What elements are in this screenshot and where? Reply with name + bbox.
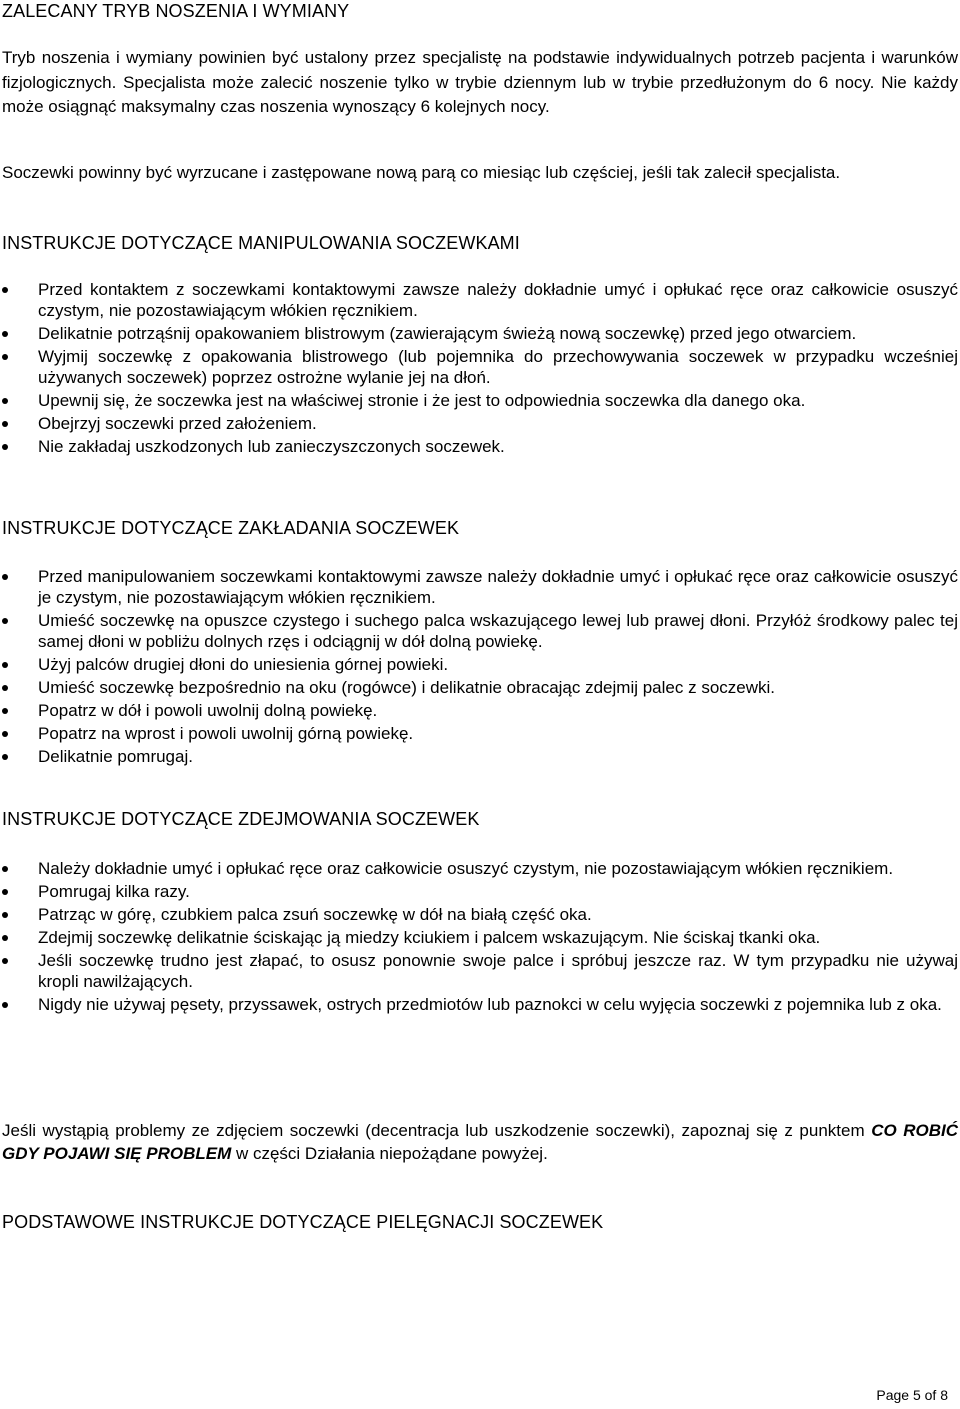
- bullet-icon: [2, 662, 8, 668]
- list-item: Pomrugaj kilka razy.: [2, 881, 958, 902]
- bullet-icon: [2, 866, 8, 872]
- wear-paragraph-1: Tryb noszenia i wymiany powinien być ustalony przez specjalistę na podstawie indywidualnych potrzeb pacjenta i warunków fizjologicznych. Specjalista może zalecić noszenie tylko w trybie dziennym lub w trybie przedłużonym do 6 nocy. Nie każdy może osiągnąć maksymalny czas noszenia wynoszący 6 kolejnych nocy.: [2, 48, 958, 116]
- wear-paragraph-2: Soczewki powinny być wyrzucane i zastępowane nową parą co miesiąc lub częściej, jeśli tak zalecił specjalista.: [2, 163, 841, 182]
- list-item: Obejrzyj soczewki przed założeniem.: [2, 413, 958, 434]
- bullet-icon: [2, 889, 8, 895]
- list-item: Przed manipulowaniem soczewkami kontaktowymi zawsze należy dokładnie umyć i opłukać ręce oraz całkowicie osuszyć je czystym, nie pozostawiającym włókien ręcznikiem.: [2, 566, 958, 608]
- handling-list: [2, 279, 958, 457]
- list-item: Delikatnie pomrugaj.: [2, 746, 958, 767]
- list-item: Patrząc w górę, czubkiem palca zsuń soczewkę w dół na białą część oka.: [2, 904, 958, 925]
- section-title-insertion: INSTRUKCJE DOTYCZĄCE ZAKŁADANIA SOCZEWEK: [2, 518, 460, 538]
- list-item: Delikatnie potrząśnij opakowaniem blistrowym (zawierającym świeżą nową soczewkę) przed jego otwarciem.: [2, 323, 958, 344]
- bullet-icon: [2, 574, 8, 580]
- bullet-icon: [2, 331, 8, 337]
- list-item: Przed kontaktem z soczewkami kontaktowymi zawsze należy dokładnie umyć i opłukać ręce oraz całkowicie osuszyć czystym, nie pozostawiającym włókien ręcznikiem.: [2, 279, 958, 321]
- bullet-icon: [2, 731, 8, 737]
- bullet-icon: [2, 958, 8, 964]
- section-title-handling: INSTRUKCJE DOTYCZĄCE MANIPULOWANIA SOCZEWKAMI: [2, 233, 520, 253]
- bullet-icon: [2, 912, 8, 918]
- bullet-icon: [2, 708, 8, 714]
- list-item: Nie zakładaj uszkodzonych lub zanieczyszczonych soczewek.: [2, 436, 958, 457]
- bullet-icon: [2, 1002, 8, 1008]
- problem-reference: CO ROBIĆ GDY POJAWI SIĘ PROBLEM: [2, 1121, 959, 1163]
- list-item: Nigdy nie używaj pęsety, przyssawek, ostrych przedmiotów lub paznokci w celu wyjęcia soczewki z pojemnika lub z oka.: [2, 994, 958, 1015]
- list-item: Umieść soczewkę na opuszce czystego i suchego palca wskazującego lewej lub prawej dłoni. Przyłóż środkowy palec tej samej dłoni w pobliżu dolnych rzęs i odciągnij w dół dolną powiekę.: [2, 610, 958, 652]
- list-item: Popatrz na wprost i powoli uwolnij górną powiekę.: [2, 723, 958, 744]
- bullet-icon: [2, 444, 8, 450]
- bullet-icon: [2, 618, 8, 624]
- list-item: Użyj palców drugiej dłoni do uniesienia górnej powieki.: [2, 654, 958, 675]
- list-item: Popatrz w dół i powoli uwolnij dolną powiekę.: [2, 700, 958, 721]
- bullet-icon: [2, 754, 8, 760]
- list-item: Zdejmij soczewkę delikatnie ściskając ją miedzy kciukiem i palcem wskazującym. Nie ściskaj tkanki oka.: [2, 927, 958, 948]
- removal-note: Jeśli wystąpią problemy ze zdjęciem soczewki (decentracja lub uszkodzenie soczewki), zapoznaj się z punktem CO ROBIĆ GDY POJAWI SIĘ PROBLEM w części Działania niepożądane powyżej.: [2, 1121, 959, 1163]
- bullet-icon: [2, 685, 8, 691]
- removal-list: [2, 858, 958, 1015]
- list-item: Upewnij się, że soczewka jest na właściwej stronie i że jest to odpowiednia soczewka dla danego oka.: [2, 390, 958, 411]
- list-item: Jeśli soczewkę trudno jest złapać, to osusz ponownie swoje palce i spróbuj jeszcze raz. W tym przypadku nie używaj kropli nawilżających.: [2, 950, 958, 992]
- bullet-icon: [2, 398, 8, 404]
- list-item: Umieść soczewkę bezpośrednio na oku (rogówce) i delikatnie obracając zdejmij palec z soczewki.: [2, 677, 958, 698]
- bullet-icon: [2, 287, 8, 293]
- bullet-icon: [2, 354, 8, 360]
- list-item: Wyjmij soczewkę z opakowania blistrowego (lub pojemnika do przechowywania soczewek w przypadku wcześniej używanych soczewek) poprzez ostrożne wylanie jej na dłoń.: [2, 346, 958, 388]
- section-title-care: PODSTAWOWE INSTRUKCJE DOTYCZĄCE PIELĘGNACJI SOCZEWEK: [2, 1212, 604, 1232]
- bullet-icon: [2, 421, 8, 427]
- page-number: Page 5 of 8: [876, 1387, 948, 1403]
- bullet-icon: [2, 935, 8, 941]
- section-title-wear: ZALECANY TRYB NOSZENIA I WYMIANY: [2, 1, 350, 21]
- list-item: Należy dokładnie umyć i opłukać ręce oraz całkowicie osuszyć czystym, nie pozostawiającym włókien ręcznikiem.: [2, 858, 958, 879]
- insertion-list: [2, 566, 958, 767]
- section-title-removal: INSTRUKCJE DOTYCZĄCE ZDEJMOWANIA SOCZEWEK: [2, 809, 480, 829]
